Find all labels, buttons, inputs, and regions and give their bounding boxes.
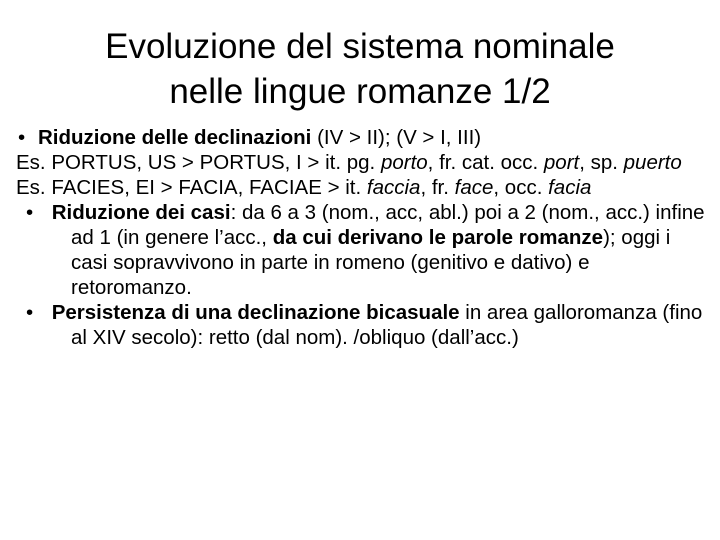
example-1-italic-puerto: puerto bbox=[623, 151, 682, 174]
bullet-1-bold: Riduzione delle declinazioni bbox=[38, 126, 312, 149]
example-2-text-e: , occ. bbox=[493, 176, 549, 199]
bullet-2-text-a: : da 6 a 3 (nom., acc, abl.) poi a 2 (nom., acc.) infine ad 1 (in genere l’acc., bbox=[71, 201, 705, 249]
bullet-1-text: (IV > II); (V > I, III) bbox=[311, 126, 482, 149]
example-2-italic-facia: facia bbox=[548, 176, 592, 199]
title-line-2: nelle lingue romanze 1/2 bbox=[169, 72, 551, 111]
example-1-text-c: , fr. cat. occ. bbox=[427, 151, 544, 174]
example-1-italic-port: port bbox=[543, 151, 580, 174]
bullet-2-bold-b: da cui derivano le parole romanze bbox=[272, 226, 604, 249]
bullet-3-bold: Persistenza di una declinazione bicasuale bbox=[51, 301, 460, 324]
example-facies bbox=[16, 175, 706, 200]
slide-body bbox=[16, 125, 706, 350]
example-2-italic-face: face bbox=[454, 176, 494, 199]
example-2-text-c: , fr. bbox=[420, 176, 455, 199]
bullet-2-bold-a: Riduzione dei casi bbox=[51, 201, 231, 224]
example-1-italic-porto: porto bbox=[380, 151, 428, 174]
bullet-item-3 bbox=[16, 300, 706, 350]
bullet-item-2 bbox=[16, 200, 706, 300]
example-1-text-e: , sp. bbox=[579, 151, 624, 174]
bullet-dot-icon: • bbox=[26, 301, 34, 324]
bullet-item-1 bbox=[16, 125, 706, 150]
bullet-dot-icon: • bbox=[26, 201, 34, 224]
example-2-text-a: Es. FACIES, EI > FACIA, FACIAE > it. bbox=[16, 176, 367, 199]
bullet-dot-icon: • bbox=[18, 126, 26, 149]
bullet-2-text-b: ); oggi i casi sopravvivono in parte in romeno (genitivo e dativo) e retoromanzo. bbox=[71, 226, 671, 299]
example-1-text-a: Es. PORTUS, US > PORTUS, I > it. pg. bbox=[16, 151, 381, 174]
example-2-italic-faccia: faccia bbox=[366, 176, 421, 199]
slide-title bbox=[40, 24, 680, 114]
title-line-1: Evoluzione del sistema nominale bbox=[105, 27, 615, 66]
bullet-3-text: in area galloromanza (fino al XIV secolo): retto (dal nom). /obliquo (dall’acc.) bbox=[71, 301, 703, 349]
example-portus bbox=[16, 150, 706, 175]
